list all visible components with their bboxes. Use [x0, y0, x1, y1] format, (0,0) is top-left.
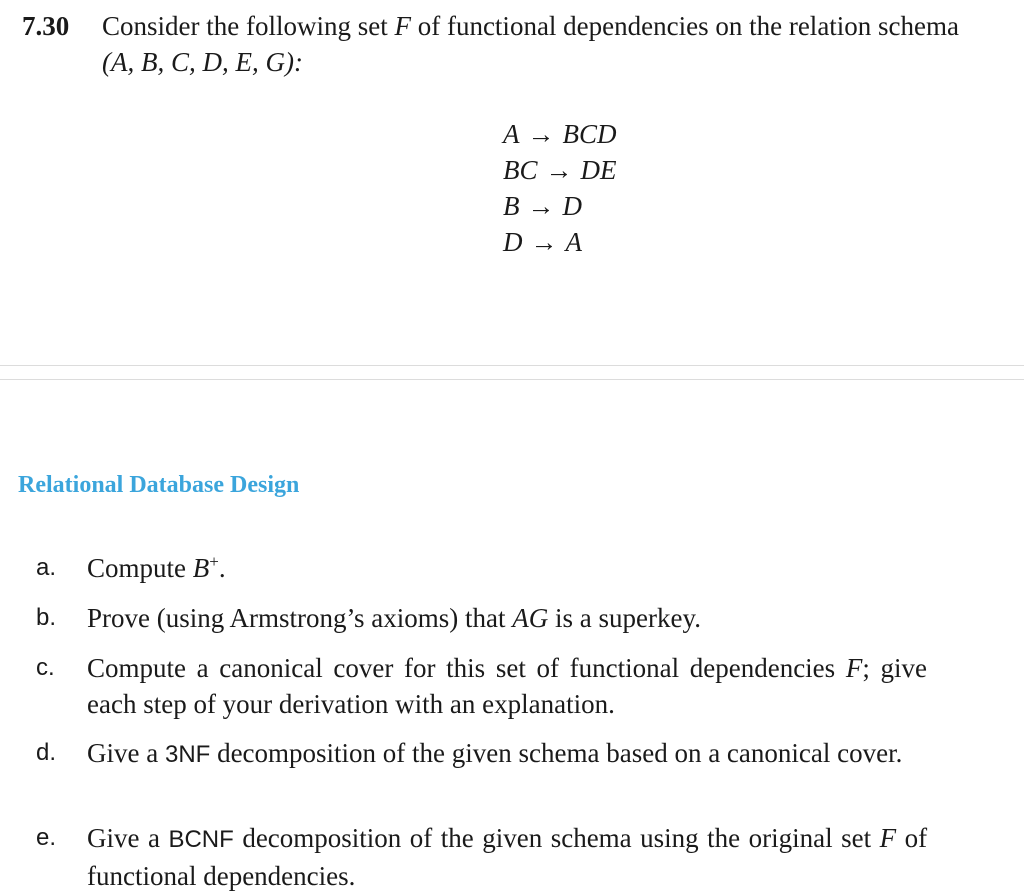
set-symbol: F: [845, 653, 863, 683]
fd-rhs: A: [565, 227, 582, 257]
problem-intro: Consider the following set: [102, 11, 388, 41]
page-divider: [0, 365, 1024, 366]
part-label: e.: [36, 824, 57, 851]
part-text-segment: decomposition of the given schema based on a canonical cover.: [217, 738, 903, 768]
closure-superscript: +: [209, 552, 219, 571]
fd-row: [503, 224, 617, 260]
part-text: [87, 735, 927, 773]
part-text: [87, 650, 927, 722]
set-symbol: F: [879, 823, 897, 853]
part-text-segment: of functional dependencies.: [87, 823, 928, 891]
normal-form: BCNF: [168, 826, 234, 853]
part-label: c.: [36, 654, 55, 681]
part-text-segment: Compute: [87, 553, 186, 583]
part-text-segment: Prove (using Armstrong’s axioms) that: [87, 603, 506, 633]
part-label: b.: [36, 604, 57, 631]
fd-rhs: DE: [580, 155, 617, 185]
fd-arrow: →: [527, 119, 555, 149]
part-text: [87, 550, 927, 586]
part-text-segment: ; give each step of your derivation with an explanation.: [87, 653, 928, 719]
part-text-segment: is a superkey.: [554, 603, 701, 633]
attribute: AG: [512, 603, 549, 633]
part-text-segment: Give a: [87, 738, 159, 768]
fd-lhs: A: [503, 119, 520, 149]
section-title: Relational Database Design: [18, 472, 300, 498]
part-text-segment: decomposition of the given schema using the original set: [242, 823, 872, 853]
fd-lhs: BC: [503, 155, 538, 185]
fd-arrow: →: [545, 155, 573, 185]
fd-arrow: →: [527, 191, 555, 221]
page-divider: [0, 379, 1024, 380]
problem-number: 7.30: [22, 11, 70, 41]
part-text-segment: Compute a canonical cover for this set of functional dependencies: [87, 653, 836, 683]
fd-lhs: B: [503, 191, 520, 221]
fd-rhs: D: [562, 191, 582, 221]
fd-row: [503, 152, 617, 188]
functional-dependencies: [503, 116, 617, 260]
fd-lhs: D: [503, 227, 523, 257]
attribute: B: [192, 553, 210, 583]
fd-row: [503, 116, 617, 152]
part-label: d.: [36, 739, 57, 766]
part-text: [87, 600, 927, 636]
problem-intro-2: of functional dependencies on the relation schema: [417, 11, 960, 41]
normal-form: 3NF: [164, 741, 211, 768]
part-text-segment: .: [218, 553, 226, 583]
part-text: [87, 820, 927, 894]
part-label: a.: [36, 554, 57, 581]
problem-statement: [102, 8, 1022, 80]
part-text-segment: Give a: [87, 823, 160, 853]
fd-row: [503, 188, 617, 224]
set-symbol: F: [394, 11, 411, 41]
relation-schema: (A, B, C, D, E, G):: [102, 47, 303, 77]
fd-arrow: →: [530, 227, 558, 257]
fd-rhs: BCD: [562, 119, 617, 149]
